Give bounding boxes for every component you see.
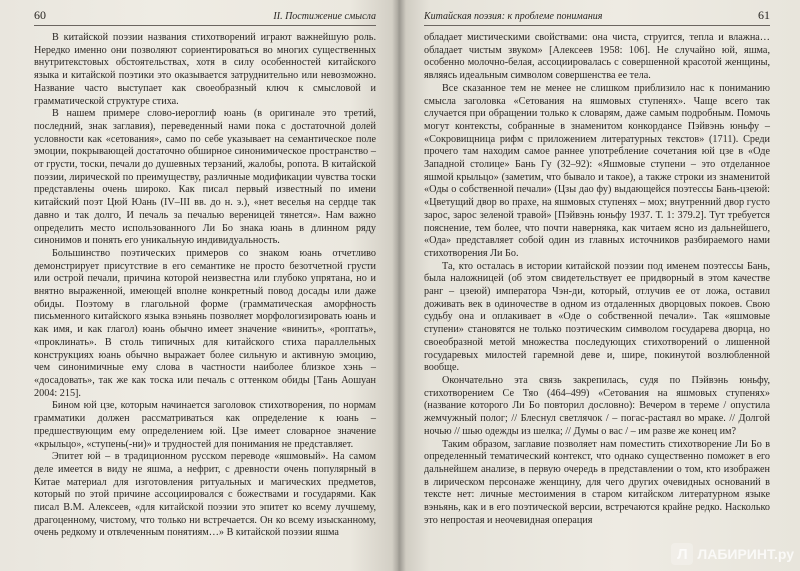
left-paragraph-4: Бином юй цзе, которым начинается заголовок стихотворения, по нормам грамматики должен рассматриваться как определение к юань – предшествующим ему определением юй. Цзе имеет словарное значение «крыльцо», «ступень(-ни)» и трудностей для понимания не представляет. — [34, 400, 376, 450]
labirint-logo-icon: Л — [671, 543, 693, 565]
left-running-head — [34, 8, 376, 26]
right-page — [398, 0, 800, 571]
left-paragraph-1: В китайской поэзии названия стихотворений играют важнейшую роль. Нередко именно они позволяют сориентироваться во многих существенных внутритекстовых обстоятельствах, хотя в силу особенностей китайского языка и китайской поэтики это оказывается затруднительно или невозможно. Название часто выступает как своеобразный ключ к смысловой и грамматической структуре стиха. — [34, 32, 376, 107]
watermark — [671, 543, 794, 565]
right-paragraph-1: обладает мистическими свойствами: она чиста, струится, тепла и влажна… обладает чистым звуком» [Алексеев 1958: 106]. Не случайно юй, яшма, особенно молочно-белая, ассоциировалась с совершенной красотой женщины, являясь идеальным символом совершенства ее тела. — [424, 32, 770, 82]
left-body-text — [34, 32, 376, 540]
right-paragraph-3: Та, кто осталась в истории китайской поэзии под именем поэтессы Бань, была наложницей (об этом свидетельствует ее придворный в этом качестве ранг – цзеюй) императора Чэн-ди, который, отлучив ее от ложа, оставил доживать век в одиночестве в одном из отдаленных дворцовых покоев. Свою судьбу она и оплакивает в «Оде о собственной печали». Так «яшмовые ступени» становятся не только поэтическим символом государева дворца, но своеобразной метой множества последующих стихотворений о лишенной государевых милостей гаремной деве и, шире, покинутой возлюбленной вообще. — [424, 260, 770, 374]
left-paragraph-5: Эпитет юй – в традиционном русском переводе «яшмовый». На самом деле имеется в виду не яшма, а нефрит, с древности очень популярный в Китае материал для изготовления ритуальных и магических предметов, который по этой причине ассоциировался с божествами и государями. Как писал В.М. Алексеев, «для китайской поэзии это эпитет ко всему лучшему, драгоценному, чистому, что только ни встречается. Он ко всему изысканному, очень редкому и отвлеченным понятиям…» В китайской поэзии яшма — [34, 451, 376, 539]
right-paragraph-4: Окончательно эта связь закрепилась, судя по Пэйвэнь юньфу, стихотворением Се Тяо (464–499) «Сетования на яшмовых ступенях» (название которого Ли Бо повторил дословно): Вечером в тереме / опустила жемчужный полог; // Блеснул светлячок / – погас-растаял во мраке. // Долгой ночью // шью одежды из шелка; // Думы о вас / – им разве же конец им? — [424, 374, 770, 437]
left-section-title: II. Постижение смысла — [273, 11, 376, 22]
right-body-text — [424, 32, 770, 527]
left-paragraph-2: В нашем примере слово-иероглиф юань (в оригинале это третий, последний, знак заглавия), переведенный нами пока с достаточной долей условности как «сетования», само по себе указывает на семантическое поле эмоции, покрывающей достаточно обширное синонимическое пространство – от грусти, тоски, печали до душевных терзаний, жалобы, ропота. В китайской поэзии, лирической по преимуществу, различные модификации чувства тоски представлены очень широко. Как писал первый известный по имени китайский поэт Цюй Юань (IV–III вв. до н. э.), «нет веселья на сердце так давно и так долго, И печаль за печалью вереницей тянется». Нам важно определить место использованного Ли Бо знака юань в длинном ряду синонимов и понять его уникальную индивидуальность. — [34, 108, 376, 247]
right-running-head — [424, 8, 770, 26]
right-paragraph-2: Все сказанное тем не менее не слишком приблизило нас к пониманию смысла заголовка «Сетования на яшмовых ступенях». Чаще всего так случается при обращении только к словарям, даже самым подробным. Помочь могут контексты, собранные в знаменитом конкордансе Пэйвэнь юньфу – «Сокровищница рифм с приложением литературных текстов» (1711). Среди прочего там находим самое раннее употребление сочетания юй цзе в «Оде Западной столице» Бань Гу (32–92): «Яшмовые ступени – это отделанное яшмой крыльцо» (заметим, что бывало и такое), а также строки из знаменитой «Оды о собственной печали» (Цзы дао фу) выдающейся поэтессы Бань-цзеюй: «Цветущий двор во прахе, на яшмовых ступенях – мох; внутренний двор густо зарос, зарос зеленой травой» [Пэйвэнь юньфу 1937. Т. 1: 379.2]. Тут требуется пояснение, тем более, что почти наверняка, как читаем ясно из дальнейшего, «Ода» представляет собой один из главных источников разбираемого нами стихотворения Ли Бо. — [424, 82, 770, 259]
left-paragraph-3: Большинство поэтических примеров со знаком юань отчетливо демонстрирует присутствие в его семантике не просто безотчетной грусти или острой печали, причина которой неизвестна или глубоко упрятана, но и внятно выраженной, имеющей вполне конкретный повод досады или даже обиды. Поэтому в глагольной форме (грамматическая аморфность письменного китайского языка вэньянь позволяет морфологизировать юань и как имя, и как глагол) юань обычно имеет значение «винить», «роптать», «проклинать». В столь типичных для китайского стиха параллельных конструкциях юань обычно выражает более сильную и активную эмоцию, чем синонимичные ему слова в частности наиболее близкое хэнь – «досадовать», так же как тоска или печаль с оттенком обиды [Тань Аошуан 2004: 215]. — [34, 247, 376, 399]
right-page-number: 61 — [758, 8, 770, 22]
left-page — [0, 0, 398, 571]
right-section-title: Китайская поэзия: к проблеме понимания — [424, 11, 603, 22]
right-paragraph-5: Таким образом, заглавие позволяет нам поместить стихотворение Ли Бо в определенный тематический контекст, что однако существенно поможет в его дальнейшем анализе, в первую очередь в представлении о том, кто изображен в лирическом персонаже женщину, для чего других очевидных оснований в тексте нет: личные местоимения в старом китайском литературном языке вэньянь, как и в его поэтической версии, встречаются крайне редко. Насколько это непростая и неочевидная операция — [424, 438, 770, 526]
left-page-number: 60 — [34, 8, 46, 22]
watermark-text: ЛАБИРИНТ.ру — [697, 546, 794, 562]
